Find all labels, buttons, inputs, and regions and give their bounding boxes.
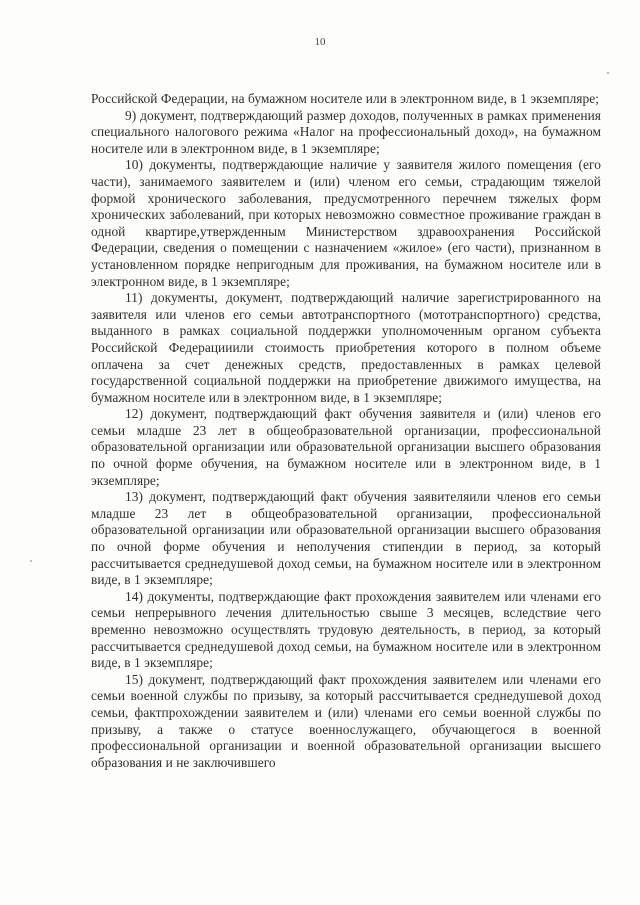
- scan-speck: [607, 72, 609, 74]
- list-item-14: 14) документы, подтверждающие факт прохождения заявителем или членами его семьи непрерывного лечения длительностью свыше 3 месяцев, вследствие чего временно невозможно осуществлять трудовую деятельность, в период, за который рассчитывается среднедушевой доход семьи, на бумажном носителе или в электронном виде, в 1 экземпляре;: [91, 588, 601, 671]
- list-item-11: 11) документы, документ, подтверждающий наличие зарегистрированного на заявителя или членов его семьи автотранспортного (мототранспортного) средства, выданного в рамках социальной поддержки уполномоченным органом субъекта Российской Федерацииили стоимость приобретения которого в полном объеме оплачена за счет денежных средств, предоставленных в рамках целевой государственной социальной поддержки на приобретение движимого имущества, на бумажном носителе или в электронном виде, в 1 экземпляре;: [91, 290, 601, 405]
- list-item-12: 12) документ, подтверждающий факт обучения заявителя и (или) членов его семьи младше 23 лет в общеобразовательной организации, профессиональной образовательной организации или образовательной организации высшего образования по очной форме обучения, на бумажном носителе или в электронном виде, в 1 экземпляре;: [91, 406, 601, 488]
- paragraph-continuation: Российской Федерации, на бумажном носителе или в электронном виде, в 1 экземпляре;: [91, 91, 600, 106]
- list-item-15: 15) документ, подтверждающий факт прохождения заявителем или членами его семьи военной службы по призыву, за который рассчитывается среднедушевой доход семьи, фактпрохождении заявителем и (или) членами его семьи военной службы по призыву, а также о статусе военнослужащего, обучающегося в военной профессиональной организации и военной образовательной организации высшего образования и не заключившего: [91, 671, 601, 770]
- scan-speck: [30, 560, 32, 562]
- page-number: 10: [314, 36, 326, 48]
- document-body: [91, 91, 601, 771]
- list-item-9: 9) документ, подтверждающий размер доходов, полученных в рамках применения специального налогового режима «Налог на профессиональный доход», на бумажном носителе или в электронном виде, в 1 экземпляре;: [91, 107, 601, 156]
- list-item-13: 13) документ, подтверждающий факт обучения заявителяили членов его семьи младше 23 лет в общеобразовательной организации, профессиональной образовательной организации или образовательной организации высшего образования по очной форме обучения и неполучения стипендии в период, за который рассчитывается среднедушевой доход семьи, на бумажном носителе или в электронном виде, в 1 экземпляре;: [91, 489, 601, 588]
- list-item-10: 10) документы, подтверждающие наличие у заявителя жилого помещения (его части), занимаемого заявителем и (или) членом его семьи, страдающим тяжелой формой хронического заболевания, предусмотренного перечнем тяжелых форм хронических заболеваний, при которых невозможно совместное проживание граждан в одной квартире,утвержденным Министерством здравоохранения Российской Федерации, сведения о помещении с назначением «жилое» (его части), признанном в установленном порядке непригодным для проживания, на бумажном носителе или в электронном виде, в 1 экземпляре;: [91, 157, 601, 289]
